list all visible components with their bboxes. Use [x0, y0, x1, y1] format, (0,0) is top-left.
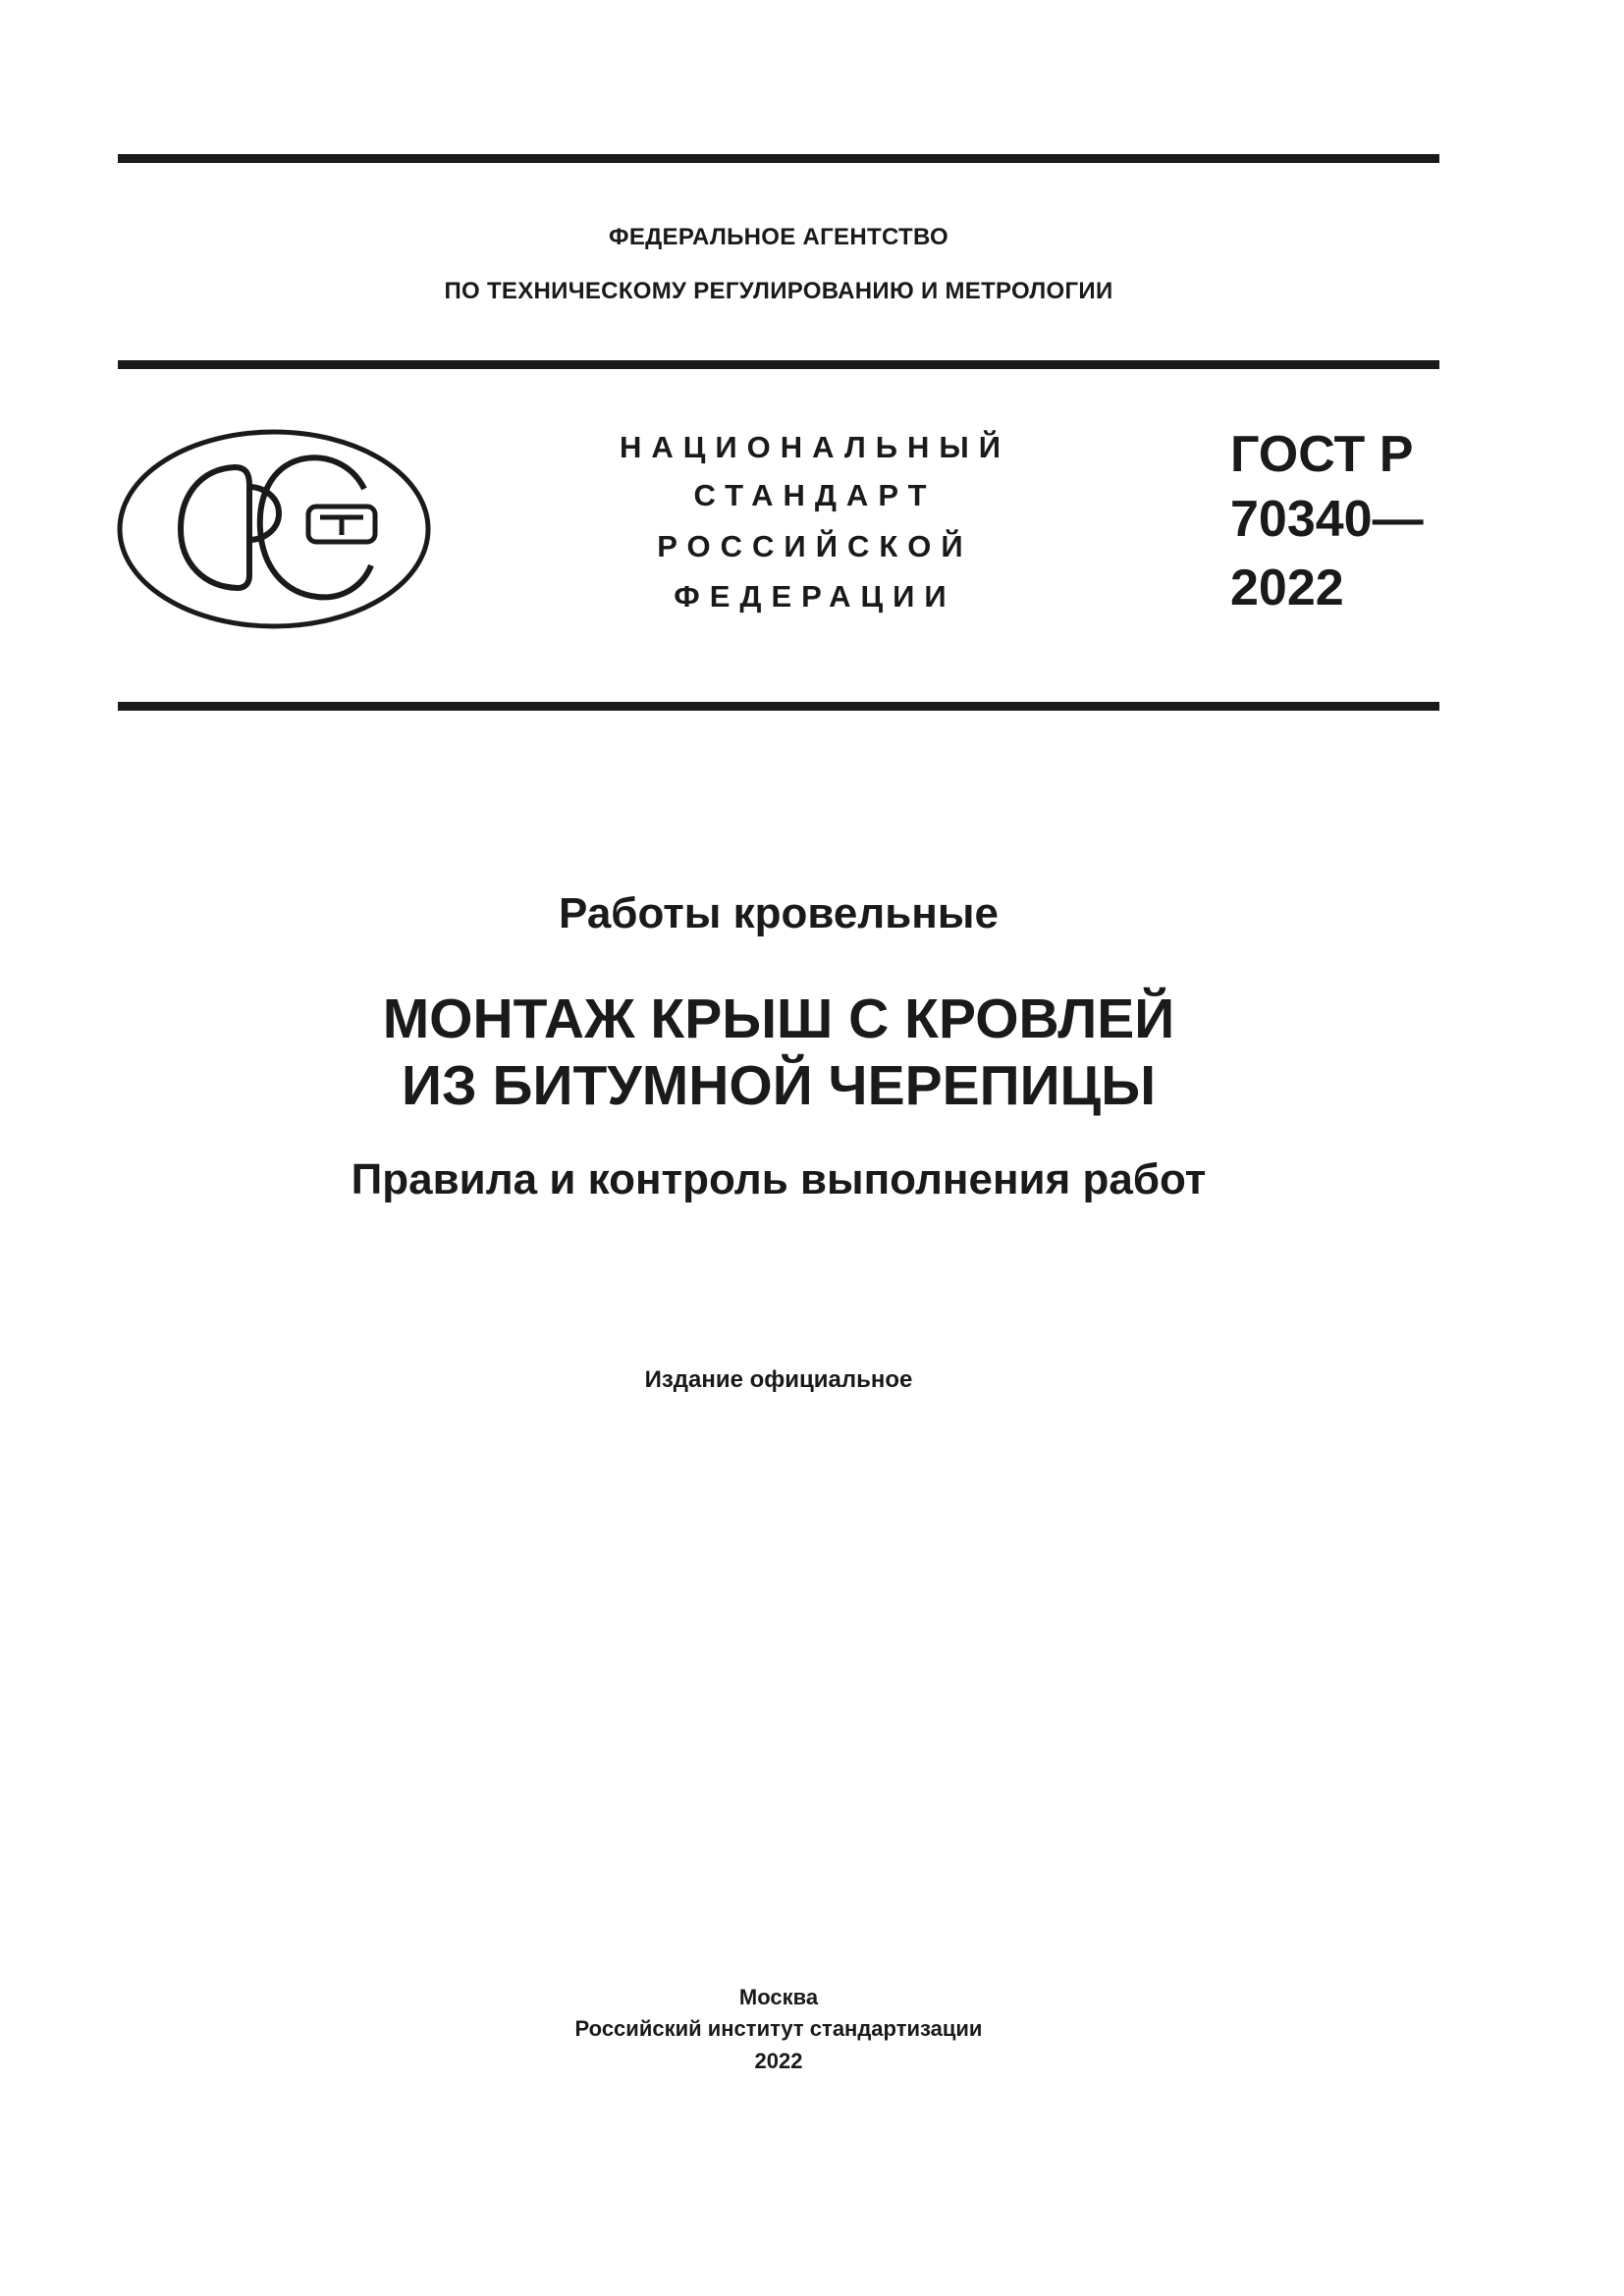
- document-title-line-1: МОНТАЖ КРЫШ С КРОВЛЕЙ: [382, 988, 1175, 1050]
- rst-certification-mark-icon: [116, 428, 432, 630]
- national-standard-line-1: НАЦИОНАЛЬНЫЙ: [619, 430, 1011, 464]
- agency-name-line-2: ПО ТЕХНИЧЕСКОМУ РЕГУЛИРОВАНИЮ И МЕТРОЛОГИИ: [444, 278, 1113, 304]
- standard-designation-line-1: ГОСТ Р: [1230, 426, 1414, 483]
- top-rule: [118, 154, 1439, 163]
- imprint-publisher: Российский институт стандартизации: [574, 2016, 983, 2041]
- header-divider-rule: [118, 360, 1439, 369]
- edition-note: Издание официальное: [644, 1366, 913, 1393]
- standard-block-divider-rule: [118, 702, 1439, 711]
- imprint-year: 2022: [754, 2049, 803, 2073]
- agency-name-line-1: ФЕДЕРАЛЬНОЕ АГЕНТСТВО: [609, 224, 948, 250]
- document-title-line-2: ИЗ БИТУМНОЙ ЧЕРЕПИЦЫ: [402, 1054, 1156, 1117]
- national-standard-line-4: ФЕДЕРАЦИИ: [674, 579, 956, 614]
- document-category: Работы кровельные: [559, 889, 999, 937]
- standard-designation-line-3: 2022: [1230, 560, 1344, 616]
- national-standard-line-3: РОССИЙСКОЙ: [657, 529, 973, 563]
- imprint-city: Москва: [738, 1985, 819, 2009]
- national-standard-line-2: СТАНДАРТ: [693, 478, 937, 512]
- standard-designation-line-2: 70340—: [1230, 491, 1424, 548]
- document-subtitle: Правила и контроль выполнения работ: [351, 1155, 1207, 1203]
